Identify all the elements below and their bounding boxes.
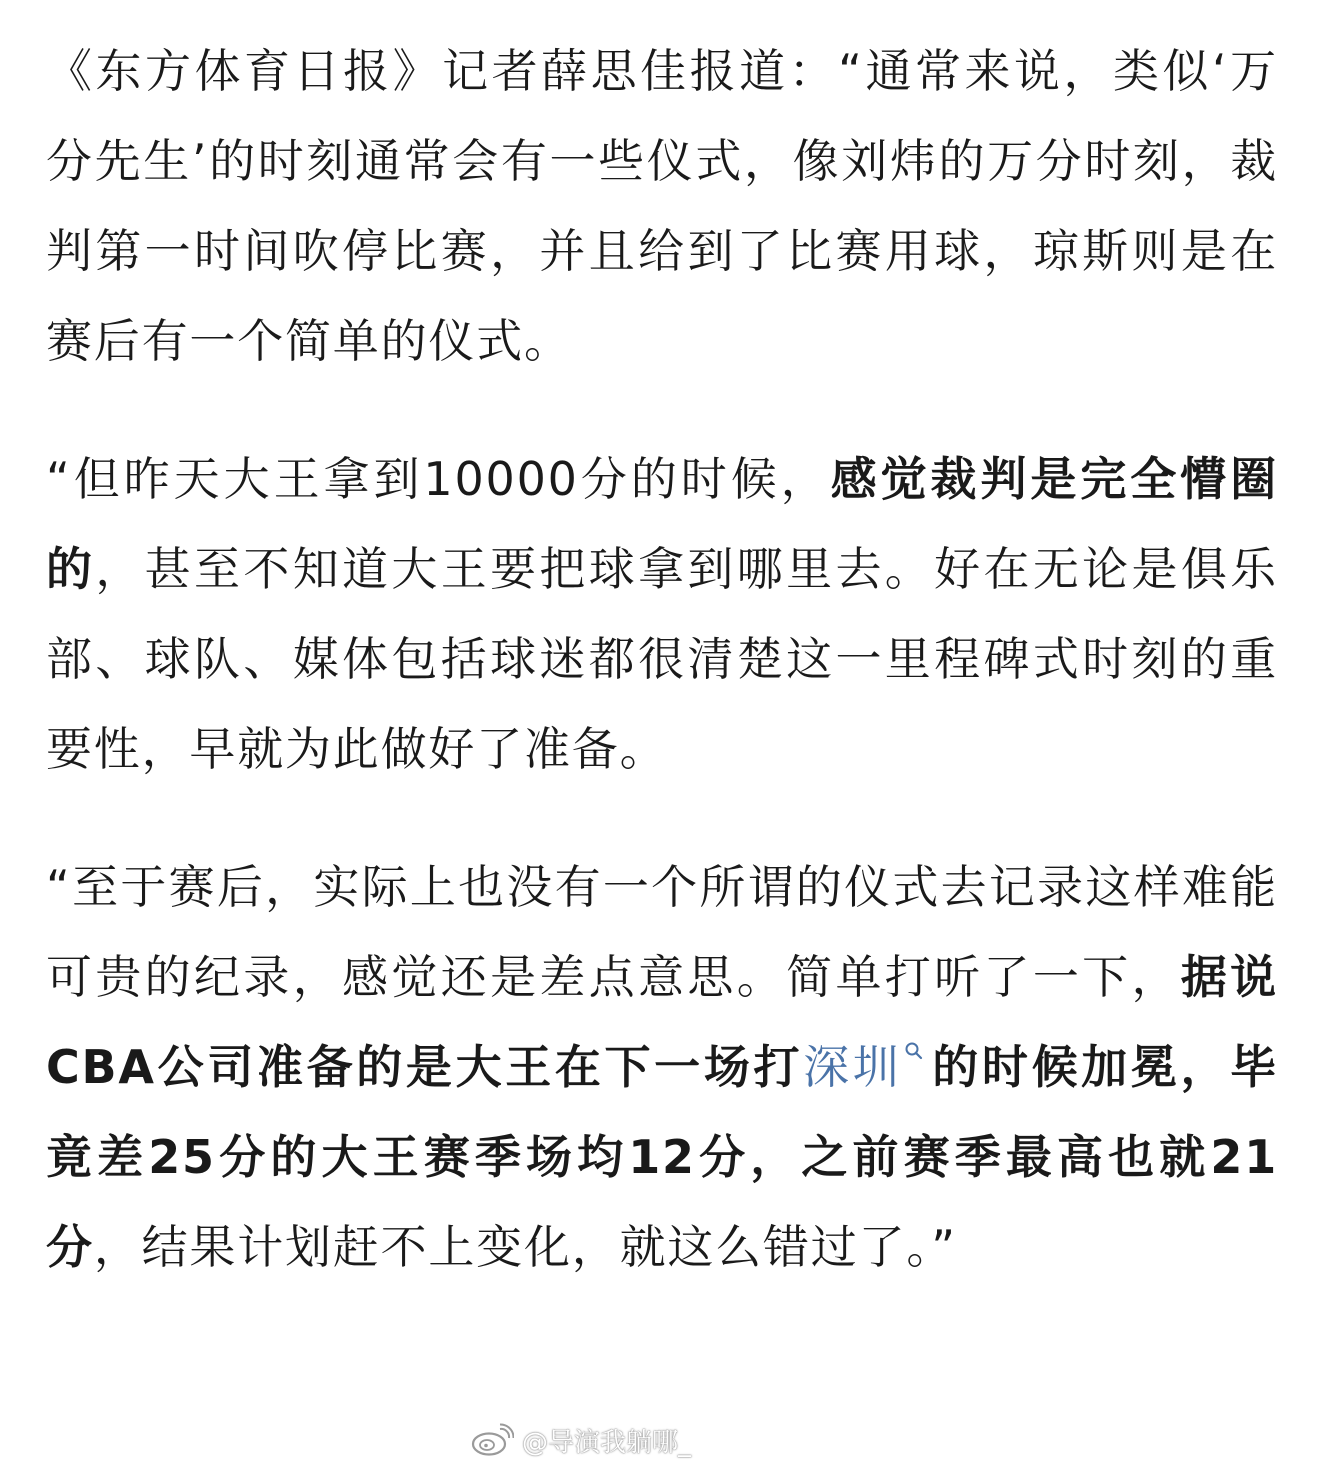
- paragraph-2-bold-text: 感觉裁判是完全懵圈的: [46, 452, 1278, 596]
- watermark-text: @导演我躺哪_: [522, 1427, 692, 1458]
- paragraph-3-text-start: “至于赛后，实际上也没有一个所谓的仪式去记录这样难能可贵的纪录，感觉还是差点意思。简单打听了一下，: [46, 860, 1278, 1004]
- paragraph-2-text-end: ，甚至不知道大王要把球拿到哪里去。好在无论是俱乐部、球队、媒体包括球迷都很清楚这一里程碑式时刻的重要性，早就为此做好了准备。: [46, 542, 1278, 776]
- topic-link-label: 深圳: [803, 1040, 903, 1094]
- paragraph-3-bold-text-1: 据说CBA公司准备的是大王在下一场打: [46, 950, 1278, 1094]
- topic-link-shenzhen[interactable]: [803, 1040, 930, 1094]
- paragraph-2: [46, 434, 1278, 794]
- paragraph-1-text: 《东方体育日报》记者薛思佳报道：“通常来说，类似‘万分先生’的时刻通常会有一些仪式，像刘炜的万分时刻，裁判第一时间吹停比赛，并且给到了比赛用球，琼斯则是在赛后有一个简单的仪式。: [46, 44, 1278, 368]
- weibo-logo-icon: [470, 1423, 514, 1457]
- paragraph-2-text-start: “但昨天大王拿到10000分的时候，: [46, 452, 831, 506]
- search-icon: [904, 1041, 924, 1061]
- paragraph-1: [46, 26, 1278, 386]
- paragraph-3: [46, 842, 1278, 1292]
- weibo-watermark: [470, 1420, 691, 1460]
- paragraph-3-bold-text-2: 的时候加冕，毕竟差25分的大王赛季场均12分，之前赛季最高也就21分: [46, 1040, 1278, 1274]
- paragraph-3-text-end: ，结果计划赶不上变化，就这么错过了。”: [93, 1220, 957, 1274]
- article-body: [46, 26, 1278, 1292]
